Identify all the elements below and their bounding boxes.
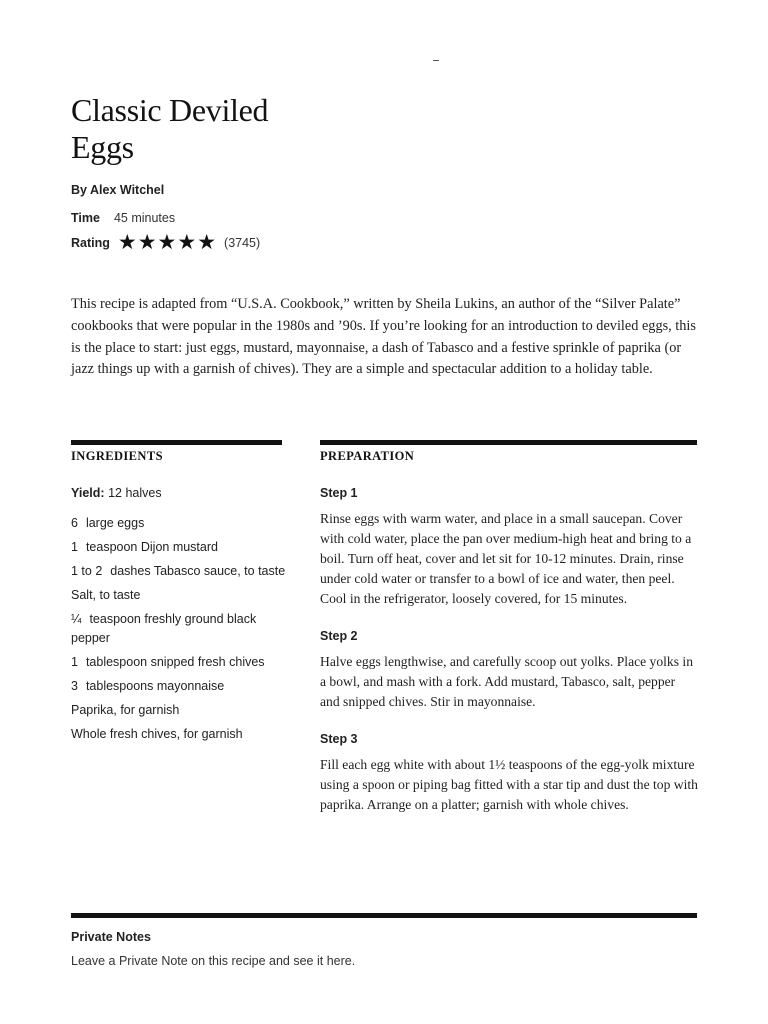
yield-value: 12 halves <box>108 486 162 500</box>
step-label: Step 3 <box>320 732 358 746</box>
ingredient-quantity: 1 <box>71 655 78 669</box>
ingredients-rule <box>71 440 282 445</box>
star-icon[interactable]: ★ <box>137 231 157 254</box>
ingredient-item <box>71 653 286 672</box>
recipe-intro: This recipe is adapted from “U.S.A. Cookbook,” written by Sheila Lukins, an author of the “Silver Palate” cookbooks that were popular in the 1980s and ’90s. If you’re looking for an introduction to deviled eggs, this is the place to start: just eggs, mustard, mayonnaise, a dash of Tabasco and a festive sprinkle of paprika (or jazz things up with a garnish of chives). They are a simple and spectacular addition to a holiday table. <box>71 296 696 378</box>
preparation-rule <box>320 440 697 445</box>
byline <box>71 183 164 197</box>
step-3 <box>320 731 698 815</box>
step-text: Rinse eggs with warm water, and place in a small saucepan. Cover with cold water, place the pan over medium-high heat and bring to a boil. Turn off heat, cover and let sit for 10-12 minutes. Drain, rinse under cold water or transfer to a bowl of ice and water, then peel. Cool in the refrigerator, loosely covered, for 15 minutes. <box>320 511 692 606</box>
notes-rule <box>71 913 697 918</box>
star-icon[interactable]: ★ <box>177 231 197 254</box>
private-notes-field[interactable] <box>71 950 671 968</box>
private-notes-placeholder: Leave a Private Note on this recipe and see it here. <box>71 954 356 968</box>
step-2 <box>320 628 698 712</box>
ingredient-text: tablespoons mayonnaise <box>85 679 225 693</box>
ingredient-quantity: 6 <box>71 516 78 530</box>
ingredient-quantity: 1 <box>71 540 78 554</box>
ingredient-text: tablespoon snipped fresh chives <box>85 655 265 669</box>
ingredients-section <box>71 485 286 749</box>
ingredient-item <box>71 677 286 696</box>
rating-stars[interactable] <box>117 231 217 254</box>
yield-label: Yield: <box>71 486 105 500</box>
ingredient-text: Salt, to taste <box>71 588 141 602</box>
ingredient-text: Whole fresh chives, for garnish <box>71 727 243 741</box>
preparation-section <box>320 485 698 834</box>
ingredient-text: large eggs <box>85 516 145 530</box>
ingredient-item <box>71 562 286 581</box>
star-icon[interactable]: ★ <box>157 231 177 254</box>
time-row <box>71 211 175 225</box>
time-value: 45 minutes <box>113 211 176 225</box>
ingredient-item <box>71 514 286 533</box>
ingredient-text: teaspoon Dijon mustard <box>85 540 218 554</box>
byline-prefix: By <box>71 183 87 197</box>
star-icon[interactable]: ★ <box>117 231 137 254</box>
author-link[interactable]: Alex Witchel <box>90 183 165 197</box>
rating-label: Rating <box>71 236 110 250</box>
ingredient-quantity: 3 <box>71 679 78 693</box>
ingredients-heading: INGREDIENTS <box>71 449 163 463</box>
step-label: Step 1 <box>320 486 358 500</box>
ingredient-item <box>71 538 286 557</box>
ingredient-item <box>71 610 286 648</box>
ingredient-text: Paprika, for garnish <box>71 703 180 717</box>
yield <box>71 485 286 502</box>
recipe-title: Classic Deviled Eggs <box>71 92 269 165</box>
preparation-heading: PREPARATION <box>320 449 415 463</box>
step-label: Step 2 <box>320 629 358 643</box>
step-text: Fill each egg white with about 1½ teaspoons of the egg-yolk mixture using a spoon or piping bag fitted with a star tip and dust the top with paprika. Arrange on a platter; garnish with whole chives. <box>320 757 698 812</box>
star-icon[interactable]: ★ <box>197 231 217 254</box>
ingredient-item <box>71 586 286 605</box>
time-label: Time <box>71 211 100 225</box>
ingredient-item <box>71 701 286 720</box>
private-notes-heading: Private Notes <box>71 930 151 944</box>
rating-count[interactable]: (3745) <box>224 236 261 250</box>
step-1 <box>320 485 698 609</box>
rating-row <box>71 231 261 254</box>
step-text: Halve eggs lengthwise, and carefully scoop out yolks. Place yolks in a bowl, and mash with a fork. Add mustard, Tabasco, salt, pepper and snipped chives. Stir in mayonnaise. <box>320 654 693 709</box>
ingredient-text: teaspoon freshly ground black pepper <box>71 612 257 645</box>
ingredient-text: dashes Tabasco sauce, to taste <box>110 564 286 578</box>
ingredient-quantity: ¼ <box>71 612 82 626</box>
top-divider-mark <box>433 60 439 61</box>
ingredient-item <box>71 725 286 744</box>
ingredient-quantity: 1 to 2 <box>71 564 103 578</box>
ingredient-list <box>71 514 286 744</box>
